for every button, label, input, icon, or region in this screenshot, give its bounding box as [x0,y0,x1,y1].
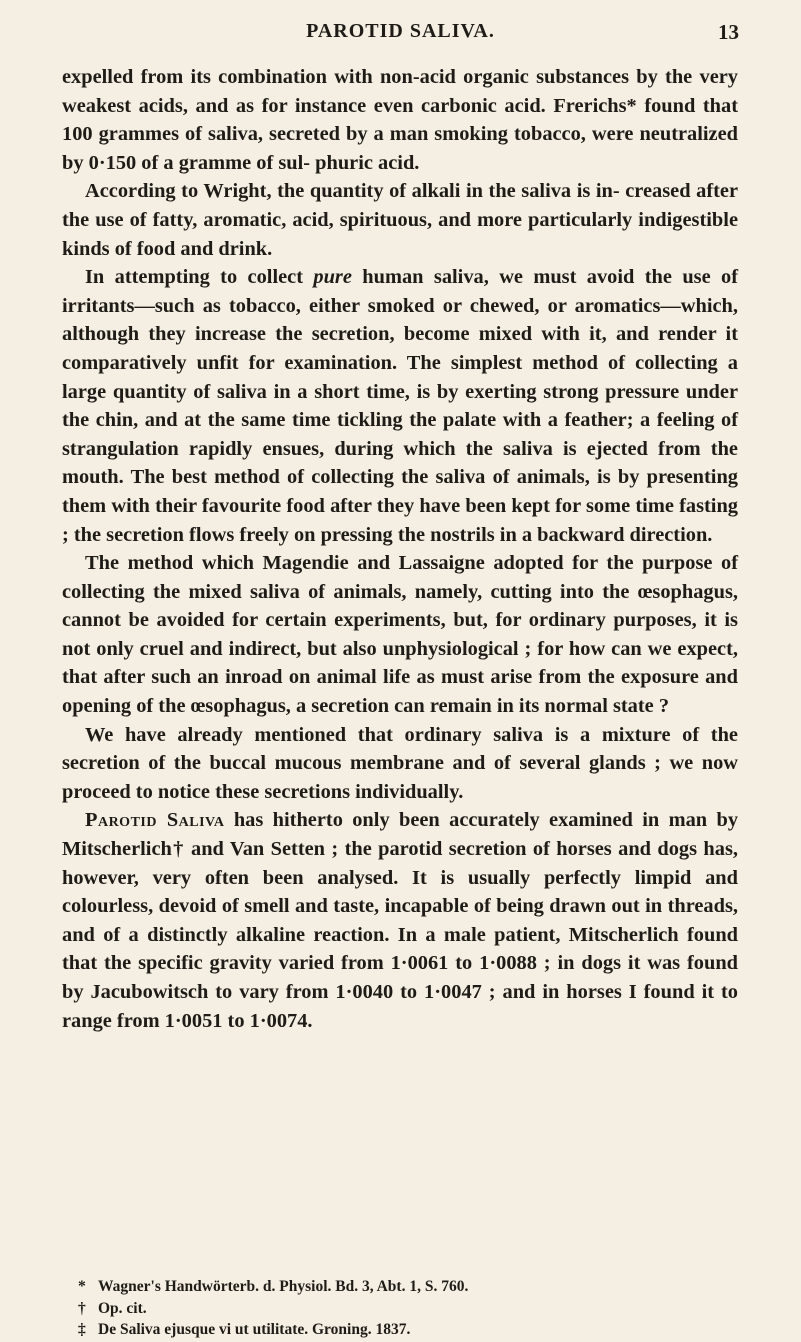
emphasis-pure: pure [313,266,352,289]
footnote-text: Op. cit. [98,1299,147,1317]
footnote-2 [78,1298,718,1320]
running-title: PAROTID SALIVA. [306,20,495,42]
footnote-text: De Saliva ejusque vi ut utilitate. Groning. 1837. [98,1321,411,1338]
paragraph-5: We have already mentioned that ordinary saliva is a mixture of the secretion of the buccal mucous membrane and of several glands ; we now proceed to notice these secretions individually. [62,723,738,803]
paragraph-4: The method which Magendie and Lassaigne adopted for the purpose of collecting the mixed saliva of animals, namely, cutting into the œsophagus, cannot be avoided for certain experiments, but, for ordinary purposes, it is not only cruel and indirect, but also unphysiological ; for how can we expect, that after such an inroad on animal life as must arise from the exposure and opening of the œsophagus, a secretion can remain in its normal state ? [62,552,738,718]
footnote-text: Wagner's Handwörterb. d. Physiol. Bd. 3, Abt. 1, S. 760. [98,1278,469,1295]
paragraph-3 [62,263,738,549]
page-header [0,20,801,50]
paragraph-1: expelled from its combination with non-acid organic substances by the very weakest acids, and as for instance even carbonic acid. Frerichs* found that 100 grammes of saliva, secreted by a man smoking tobacco, were neutralized by 0·150 of a gramme of sul- phuric acid. [62,66,738,174]
footnote-1 [78,1276,718,1298]
page-number: 13 [718,20,739,44]
footnote-mark: * [78,1278,86,1295]
footnote-3 [78,1319,718,1341]
paragraph-3-lead: In attempting to collect [85,266,314,289]
footnote-mark: † [78,1299,86,1317]
footnotes [78,1276,718,1341]
paragraph-2: According to Wright, the quantity of alkali in the saliva is in- creased after the use of fatty, aromatic, acid, spirituous, and more particularly indigestible kinds of food and drink. [62,180,738,260]
section-heading-parotid-saliva: Parotid Saliva [85,809,225,832]
body-text [62,63,738,1035]
paragraph-6-text: has hitherto only been accurately examined in man by Mitscherlich† and Van Setten ; the parotid secretion of horses and dogs has, however, very often been analysed. It is usually perfectly limpid and colourless, devoid of smell and taste, incapable of being drawn out in threads, and of a distinctly alkaline reaction. In a male patient, Mitscherlich found that the specific gravity varied from 1·0061 to 1·0088 ; in dogs it was found by Jacubowitsch to vary from 1·0040 to 1·0047 ; and in horses I found it to range from 1·0051 to 1·0074. [62,809,739,1032]
paragraph-6 [62,806,738,1035]
paragraph-3-rest: human saliva, we must avoid the use of irritants—such as tobacco, either smoked or chewed, or aromatics—which, although they increase the secretion, become mixed with it, and render it comparatively unfit for examination. The simplest method of collecting a large quantity of saliva in a short time, is by exerting strong pressure under the chin, and at the same time tickling the palate with a feather; a feeling of strangulation rapidly ensues, during which the saliva is ejected from the mouth. The best method of collecting the saliva of animals, is by presenting them with their favourite food after they have been kept for some time fasting ; the secretion flows freely on pressing the nostrils in a backward direction. [62,266,739,546]
footnote-mark: ‡ [78,1321,86,1338]
